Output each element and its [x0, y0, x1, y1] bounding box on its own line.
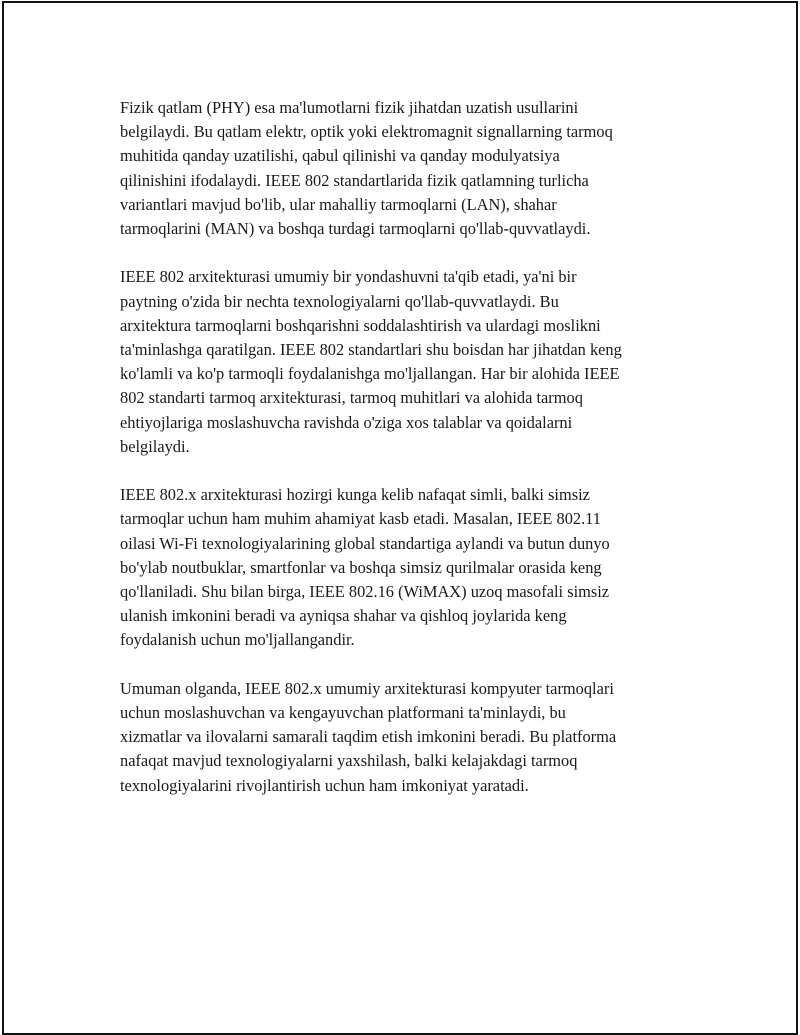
paragraph-physical-layer [120, 96, 690, 241]
text-line: ko'lamli va ko'p tarmoqli foydalanishga mo'ljallangan. Har bir alohida IEEE [120, 364, 620, 384]
document-body [120, 96, 690, 822]
text-line: variantlari mavjud bo'lib, ular mahalliy tarmoqlarni (LAN), shahar [120, 194, 557, 214]
text-line: qilinishini ifodalaydi. IEEE 802 standartlarida fizik qatlamning turlicha [120, 170, 589, 190]
text-line: foydalanish uchun mo'ljallangandir. [120, 630, 355, 650]
paragraph-conclusion [120, 677, 690, 798]
text-line: uchun moslashuvchan va kengayuvchan platformani ta'minlaydi, bu [120, 703, 566, 723]
text-line: 802 standarti tarmoq arxitekturasi, tarmoq muhitlari va alohida tarmoq [120, 388, 583, 408]
text-line: belgilaydi. [120, 436, 190, 456]
text-line: Fizik qatlam (PHY) esa ma'lumotlarni fizik jihatdan uzatish usullarini [120, 98, 579, 117]
document-page [2, 1, 798, 1035]
paragraph-wireless-standards [120, 483, 690, 652]
text-line: qo'llaniladi. Shu bilan birga, IEEE 802.16 (WiMAX) uzoq masofali simsiz [120, 582, 610, 602]
text-line: oilasi Wi-Fi texnologiyalarining global standartiga aylandi va butun dunyo [120, 533, 610, 553]
text-line: belgilaydi. Bu qatlam elektr, optik yoki elektromagnit signallarning tarmoq [120, 122, 613, 142]
text-line: ulanish imkonini beradi va ayniqsa shahar va qishloq joylarida keng [120, 606, 567, 626]
text-line: ehtiyojlariga moslashuvcha ravishda o'ziga xos talablar va qoidalarni [120, 412, 573, 432]
text-line: tarmoqlarini (MAN) va boshqa turdagi tarmoqlarni qo'llab-quvvatlaydi. [120, 219, 591, 239]
text-line: Umuman olganda, IEEE 802.x umumiy arxitekturasi kompyuter tarmoqlari [120, 678, 614, 698]
text-line: muhitida qanday uzatilishi, qabul qilinishi va qanday modulyatsiya [120, 146, 560, 166]
text-line: texnologiyalarini rivojlantirish uchun ham imkoniyat yaratadi. [120, 775, 529, 795]
text-line: arxitektura tarmoqlarni boshqarishni soddalashtirish va ulardagi moslikni [120, 315, 601, 335]
text-line: xizmatlar va ilovalarni samarali taqdim etish imkonini beradi. Bu platforma [120, 727, 617, 747]
text-line: nafaqat mavjud texnologiyalarni yaxshilash, balki kelajakdagi tarmoq [120, 751, 578, 771]
text-line: IEEE 802.x arxitekturasi hozirgi kunga kelib nafaqat simli, balki simsiz [120, 485, 590, 505]
text-line: ta'minlashga qaratilgan. IEEE 802 standartlari shu boisdan har jihatdan keng [120, 340, 622, 360]
text-line: tarmoqlar uchun ham muhim ahamiyat kasb etadi. Masalan, IEEE 802.11 [120, 509, 601, 529]
text-line: paytning o'zida bir nechta texnologiyalarni qo'llab-quvvatlaydi. Bu [120, 291, 559, 311]
text-line: bo'ylab noutbuklar, smartfonlar va boshqa simsiz qurilmalar orasida keng [120, 557, 602, 577]
paragraph-ieee802-architecture [120, 265, 690, 459]
text-line: IEEE 802 arxitekturasi umumiy bir yondashuvni ta'qib etadi, ya'ni bir [120, 267, 577, 287]
